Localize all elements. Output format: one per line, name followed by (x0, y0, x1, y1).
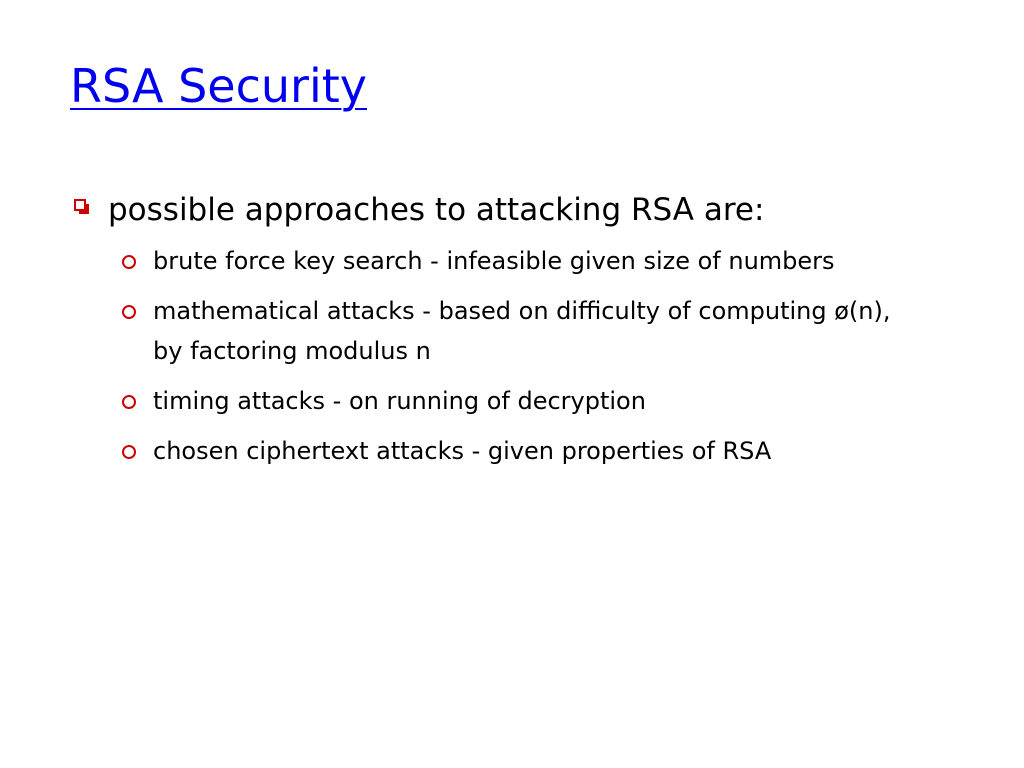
sub-bullet-text: mathematical attacks - based on difficulty of computing ø(n), by factoring modulus n (153, 297, 891, 365)
circle-bullet-icon (122, 445, 136, 459)
sub-bullet-text: timing attacks - on running of decryption (153, 387, 646, 415)
sub-bullet-brute-force (122, 241, 922, 281)
sub-bullet-timing (122, 381, 922, 421)
slide-title: RSA Security (70, 59, 368, 113)
sub-bullet-text: brute force key search - infeasible given size of numbers (153, 247, 835, 275)
circle-bullet-icon (122, 255, 136, 269)
sub-bullet-text: chosen ciphertext attacks - given properties of RSA (153, 437, 772, 465)
sub-bullet-chosen-ciphertext (122, 431, 922, 471)
circle-bullet-icon (122, 395, 136, 409)
sub-bullet-mathematical (122, 291, 922, 371)
main-bullet-text: possible approaches to attacking RSA are: (108, 192, 765, 228)
square-bullet-icon (74, 199, 86, 211)
circle-bullet-icon (122, 305, 136, 319)
sub-bullet-list (122, 241, 922, 481)
